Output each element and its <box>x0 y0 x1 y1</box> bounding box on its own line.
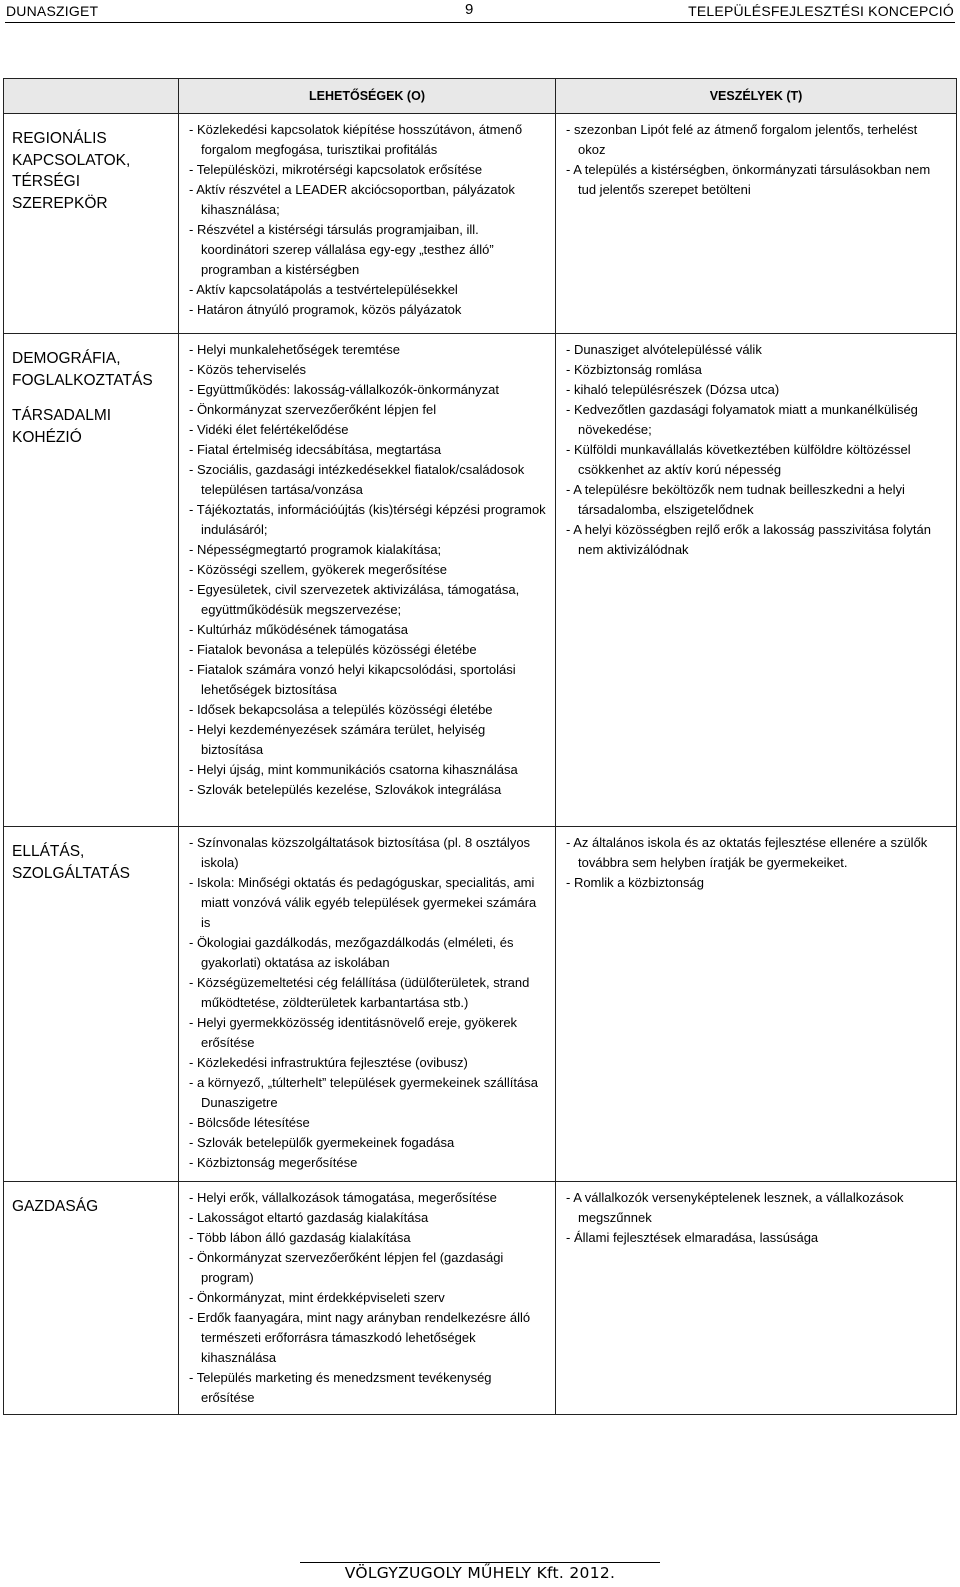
list-item: - Külföldi munkavállalás következtében külföldre költözéssel csökkenhet az aktív korú népesség <box>566 442 911 477</box>
header-cell-opportunities: LEHETŐSÉGEK (O) <box>179 79 556 114</box>
table-row <box>4 1182 957 1415</box>
list-item: - Aktív részvétel a LEADER akciócsoportban, pályázatok kihasználása; <box>189 182 515 217</box>
list-item: - Kultúrház működésének támogatása <box>189 622 408 637</box>
category-cell <box>4 334 179 827</box>
list-item: - Fiatalok számára vonzó helyi kikapcsolódási, sportolási lehetőségek biztosítása <box>189 662 516 697</box>
opportunities-cell <box>179 827 556 1182</box>
list-item: - Önkormányzat szervezőerőként lépjen fel (gazdasági program) <box>189 1250 504 1285</box>
list-item: - Helyi munkalehetőségek teremtése <box>189 342 400 357</box>
list-item: - Közös teherviselés <box>189 362 307 377</box>
category-label: REGIONÁLIS KAPCSOLATOK, TÉRSÉGI SZEREPKÖR <box>12 130 131 212</box>
item-list <box>556 334 956 566</box>
list-item: - Aktív kapcsolatápolás a testvértelepülésekkel <box>189 282 458 297</box>
header-divider <box>5 22 955 23</box>
list-item: - Szlovák betelepülők gyermekeinek fogadása <box>189 1135 455 1150</box>
swot-table <box>3 78 957 1415</box>
header-left-title: DUNASZIGET <box>6 3 99 19</box>
list-item: - a környező, „túlterhelt” települések gyermekeinek szállítása Dunaszigetre <box>189 1075 538 1110</box>
opportunities-cell <box>179 334 556 827</box>
table-row <box>4 827 957 1182</box>
item-list <box>179 827 555 1179</box>
item-list <box>556 827 956 899</box>
list-item: - Lakosságot eltartó gazdaság kialakítása <box>189 1210 429 1225</box>
list-item: - Színvonalas közszolgáltatások biztosítása (pl. 8 osztályos iskola) <box>189 835 531 870</box>
list-item: - A helyi közösségben rejlő erők a lakosság passzivitása folytán nem aktivizálódnak <box>566 522 931 557</box>
list-item: - Vidéki élet felértékelődése <box>189 422 349 437</box>
list-item: - Szlovák betelepülés kezelése, Szlovákok integrálása <box>189 782 502 797</box>
category-cell <box>4 114 179 334</box>
list-item: - Állami fejlesztések elmaradása, lassúsága <box>566 1230 819 1245</box>
category-label: TÁRSADALMI KOHÉZIÓ <box>12 407 112 446</box>
item-list <box>556 114 956 206</box>
page-number: 9 <box>465 1 474 18</box>
list-item: - Együttműködés: lakosság-vállalkozók-önkormányzat <box>189 382 499 397</box>
list-item: - Bölcsőde létesítése <box>189 1115 310 1130</box>
list-item: - szezonban Lipót felé az átmenő forgalom jelentős, terhelést okoz <box>566 122 918 157</box>
list-item: - Az általános iskola és az oktatás fejlesztése ellenére a szülők továbbra sem helyben íratják be gyermekeiket. <box>566 835 928 870</box>
list-item: - Településközi, mikrotérségi kapcsolatok erősítése <box>189 162 483 177</box>
category-cell <box>4 1182 179 1415</box>
list-item: - Helyi kezdeményezések számára terület, helyiség biztosítása <box>189 722 486 757</box>
list-item: - Erdők faanyagára, mint nagy arányban rendelkezésre álló természeti erőforrásra támaszkodó lehetőségek kihasználása <box>189 1310 531 1365</box>
list-item: - Egyesületek, civil szervezetek aktivizálása, támogatása, együttműködésük megszervezése; <box>189 582 520 617</box>
list-item: - Önkormányzat, mint érdekképviseleti szerv <box>189 1290 445 1305</box>
opportunities-cell <box>179 114 556 334</box>
list-item: - Közösségi szellem, gyökerek megerősítése <box>189 562 447 577</box>
list-item: - Önkormányzat szervezőerőként lépjen fel <box>189 402 437 417</box>
list-item: - Népességmegtartó programok kialakítása; <box>189 542 442 557</box>
table-header-row <box>4 79 957 114</box>
list-item: - A település a kistérségben, önkormányzati társulásokban nem tud jelentős szerepet betölteni <box>566 162 931 197</box>
item-list <box>556 1182 956 1254</box>
threats-cell <box>556 334 957 827</box>
opportunities-cell <box>179 1182 556 1415</box>
list-item: - A vállalkozók versenyképtelenek lesznek, a vállalkozások megszűnnek <box>566 1190 904 1225</box>
item-list <box>179 114 555 326</box>
item-list <box>179 334 555 806</box>
list-item: - Közbiztonság romlása <box>566 362 702 377</box>
list-item: - Közlekedési kapcsolatok kiépítése hosszútávon, átmenő forgalom megfogása, turisztikai profitálás <box>189 122 523 157</box>
category-label: ELLÁTÁS, SZOLGÁLTATÁS <box>12 843 130 882</box>
page-footer: VÖLGYZUGOLY MŰHELY Kft. 2012. <box>344 1564 616 1582</box>
list-item: - Részvétel a kistérségi társulás programjaiban, ill. koordinátori szerep vállalása egy-egy „testhez álló” programban a kistérségben <box>189 222 494 277</box>
list-item: - Település marketing és menedzsment tevékenység erősítése <box>189 1370 492 1405</box>
category-label: DEMOGRÁFIA, FOGLALKOZTATÁS <box>12 350 153 389</box>
list-item: - Romlik a közbiztonság <box>566 875 704 890</box>
category-cell <box>4 827 179 1182</box>
list-item: - Határon átnyúló programok, közös pályázatok <box>189 302 462 317</box>
list-item: - Közbiztonság megerősítése <box>189 1155 358 1170</box>
list-item: - Iskola: Minőségi oktatás és pedagóguskar, specialitás, ami miatt vonzóvá válik egyéb települések gyermekei számára is <box>189 875 537 930</box>
page-header <box>0 0 960 22</box>
list-item: - Helyi újság, mint kommunikációs csatorna kihasználása <box>189 762 518 777</box>
list-item: - Közlekedési infrastruktúra fejlesztése (ovibusz) <box>189 1055 468 1070</box>
list-item: - Tájékoztatás, információújtás (kis)térségi képzési programok indulásáról; <box>189 502 546 537</box>
list-item: - Fiatal értelmiség idecsábítása, megtartása <box>189 442 442 457</box>
list-item: - Helyi erők, vállalkozások támogatása, megerősítése <box>189 1190 497 1205</box>
list-item: - Helyi gyermekközösség identitásnövelő ereje, gyökerek erősítése <box>189 1015 518 1050</box>
list-item: - Szociális, gazdasági intézkedésekkel fiatalok/családosok településen tartása/vonzása <box>189 462 525 497</box>
list-item: - Ökologiai gazdálkodás, mezőgazdálkodás (elméleti, és gyakorlati) oktatása az iskolában <box>189 935 514 970</box>
item-list <box>179 1182 555 1414</box>
list-item: - kihaló településrészek (Dózsa utca) <box>566 382 780 397</box>
list-item: - Dunasziget alvótelepüléssé válik <box>566 342 762 357</box>
list-item: - Több lábon álló gazdaság kialakítása <box>189 1230 411 1245</box>
category-label: GAZDASÁG <box>12 1198 99 1215</box>
header-cell-empty <box>4 79 179 114</box>
list-item: - Fiatalok bevonása a település közösségi életébe <box>189 642 477 657</box>
threats-cell <box>556 114 957 334</box>
header-right-title: TELEPÜLÉSFEJLESZTÉSI KONCEPCIÓ <box>688 3 954 19</box>
list-item: - Községüzemeltetési cég felállítása (üdülőterületek, strand működtetése, zöldterületek karbantartása stb.) <box>189 975 530 1010</box>
threats-cell <box>556 1182 957 1415</box>
list-item: - A településre beköltözők nem tudnak beilleszkedni a helyi társadalomba, elszigetelődnek <box>566 482 905 517</box>
list-item: - Kedvezőtlen gazdasági folyamatok miatt a munkanélküliség növekedése; <box>566 402 918 437</box>
header-cell-threats: VESZÉLYEK (T) <box>556 79 957 114</box>
table-row <box>4 114 957 334</box>
threats-cell <box>556 827 957 1182</box>
table-row <box>4 334 957 827</box>
footer-divider <box>300 1562 660 1563</box>
list-item: - Idősek bekapcsolása a település közösségi életébe <box>189 702 493 717</box>
